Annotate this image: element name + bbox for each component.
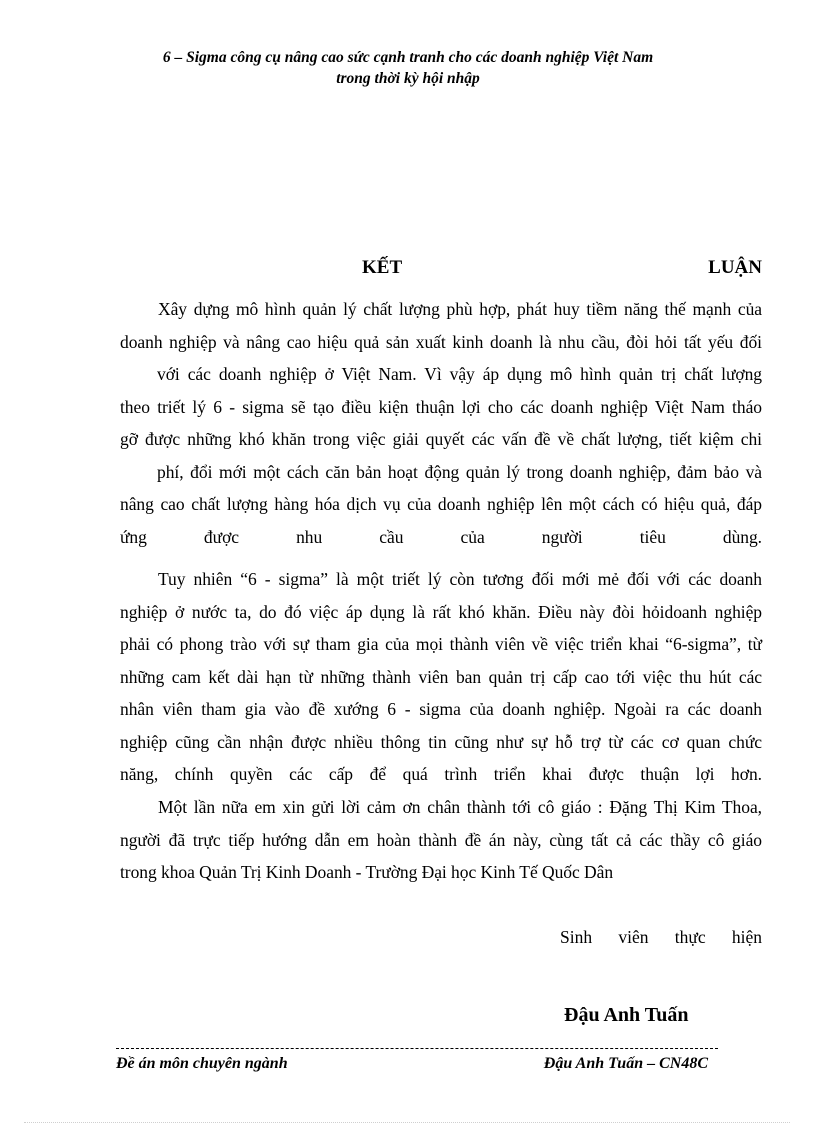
paragraph-line: nghiệp cũng cần nhận được nhiều thông tin cũng như sự hỗ trợ từ các cơ quan chức	[120, 731, 762, 752]
paragraph-line: Xây dựng mô hình quản lý chất lượng phù hợp, phát huy tiềm năng thế mạnh của	[158, 299, 762, 319]
signature-label: Sinh viên thực hiện	[560, 927, 762, 947]
paragraph-3	[120, 791, 762, 889]
paragraph-line: người đã trực tiếp hướng dẫn em hoàn thành đề án này, cùng tất cả các thầy cô giáo	[120, 829, 762, 850]
paragraph-line: doanh nghiệp và nâng cao hiệu quả sản xuất kinh doanh là nhu cầu, đòi hỏi tất yếu đối	[120, 331, 762, 352]
paragraph-line: trong khoa Quản Trị Kinh Doanh - Trường Đại học Kinh Tế Quốc Dân	[120, 862, 614, 882]
footer-course: Đề án môn chuyên ngành	[116, 1055, 288, 1072]
title-word-right: LUẬN	[708, 257, 762, 278]
paragraph-line: với các doanh nghiệp ở Việt Nam. Vì vậy áp dụng mô hình quản trị chất lượng	[157, 364, 762, 384]
title-word-left: KẾT	[362, 257, 403, 278]
paragraph-line: nghiệp ở nước ta, do đó việc áp dụng là rất khó khăn. Điều này đòi hỏidoanh nghiệp	[120, 601, 762, 622]
signature-name: Đậu Anh Tuấn	[564, 1004, 689, 1026]
footer-divider	[116, 1048, 718, 1049]
paragraph-line: Một lần nữa em xin gửi lời cảm ơn chân thành tới cô giáo : Đặng Thị Kim Thoa,	[158, 797, 762, 817]
paragraph-line: phí, đổi mới một cách căn bản hoạt động quản lý trong doanh nghiệp, đảm bảo và	[157, 461, 762, 482]
paragraph-line: nâng cao chất lượng hàng hóa dịch vụ của doanh nghiệp lên một cách có hiệu quả, đáp	[120, 494, 762, 514]
paragraph-2	[120, 563, 762, 791]
footer-author: Đậu Anh Tuấn – CN48C	[543, 1055, 708, 1072]
paragraph-line: gỡ được những khó khăn trong việc giải quyết các vấn đề về chất lượng, tiết kiệm chi	[120, 429, 762, 449]
header-line-2: trong thời kỳ hội nhập	[336, 70, 480, 87]
paragraph-line: ứng được nhu cầu của người tiêu dùng.	[120, 526, 762, 547]
paragraph-1	[120, 293, 762, 553]
header-line-1: 6 – Sigma công cụ nâng cao sức cạnh tranh cho các doanh nghiệp Việt Nam	[162, 49, 654, 66]
paragraph-line: theo triết lý 6 - sigma sẽ tạo điều kiện thuận lợi cho các doanh nghiệp Việt Nam tháo	[120, 396, 762, 417]
paragraph-line: những cam kết dài hạn từ những thành viên ban quản trị cấp cao tới việc thu hút các	[120, 666, 762, 687]
paragraph-line: Tuy nhiên “6 - sigma” là một triết lý còn tương đối mới mẻ đối với các doanh	[158, 569, 762, 589]
paragraph-line: nhân viên tham gia vào đề xướng 6 - sigma của doanh nghiệp. Ngoài ra các doanh	[120, 699, 762, 719]
paragraph-line: phải có phong trào với sự tham gia của mọi thành viên về việc triển khai “6-sigma”, từ	[120, 634, 762, 654]
paragraph-line: năng, chính quyền các cấp để quá trình triển khai được thuận lợi hơn.	[120, 764, 762, 784]
